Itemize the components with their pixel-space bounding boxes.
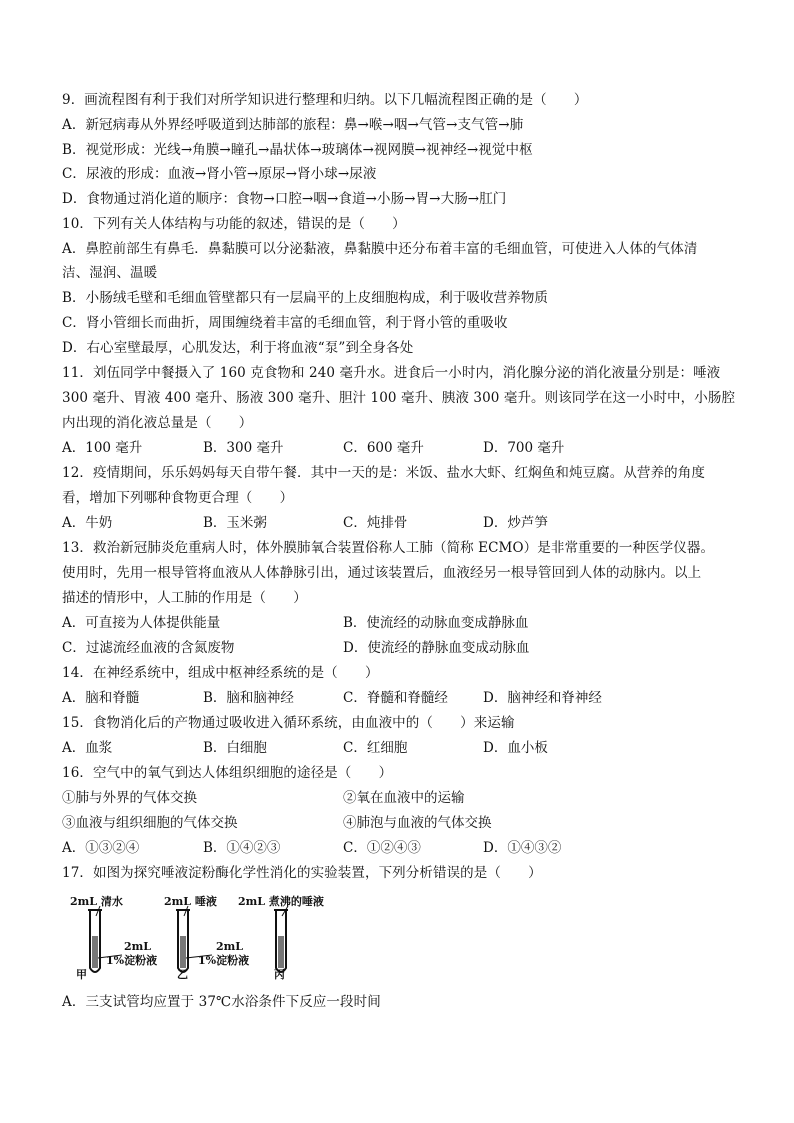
question-11-stem-2: 300 毫升、胃液 400 毫升、肠液 300 毫升、胆汁 100 毫升、胰液 300 毫升。则该同学在这一小时中，小肠腔 <box>62 390 736 406</box>
question-14-stem: 14．在神经系统中，组成中枢神经系统的是（ ） <box>62 665 379 681</box>
label-yi: 乙 <box>177 968 188 981</box>
question-12-option-a: A．牛奶 <box>62 515 113 531</box>
label-starch-2: 1%淀粉液 <box>198 954 250 967</box>
question-16-option-b: B．①④②③ <box>203 840 281 856</box>
question-9-stem: 9．画流程图有利于我们对所学知识进行整理和归纳。以下几幅流程图正确的是（ ） <box>62 92 588 108</box>
label-starch-1: 1%淀粉液 <box>106 954 158 967</box>
question-12-option-d: D．炒芦笋 <box>483 515 548 531</box>
label-tube-yi-content: 2mL 唾液 <box>164 895 217 908</box>
question-10-option-c: C．肾小管细长而曲折，周围缠绕着丰富的毛细血管，利于肾小管的重吸收 <box>62 315 508 331</box>
question-16-item-3: ③血液与组织细胞的气体交换 <box>62 815 238 831</box>
question-11-option-c: C．600 毫升 <box>343 440 424 456</box>
question-12-option-b: B．玉米粥 <box>203 515 267 531</box>
question-10-option-b: B．小肠绒毛壁和毛细血管壁都只有一层扁平的上皮细胞构成，利于吸收营养物质 <box>62 290 549 306</box>
label-tube-bing-content: 2mL 煮沸的唾液 <box>238 895 324 908</box>
question-16-stem: 16．空气中的氧气到达人体组织细胞的途径是（ ） <box>62 765 393 781</box>
question-15-option-a: A．血浆 <box>62 740 113 756</box>
question-15-option-d: D．血小板 <box>483 740 548 756</box>
question-10-option-a-cont: 洁、湿润、温暖 <box>62 265 158 281</box>
question-10-option-d: D．右心室壁最厚，心肌发达，利于将血液“泵”到全身各处 <box>62 340 414 356</box>
question-12-stem-2: 看，增加下列哪种食物更合理（ ） <box>62 490 294 506</box>
question-9-option-d: D．食物通过消化道的顺序：食物→口腔→咽→食道→小肠→胃→大肠→肛门 <box>62 191 507 207</box>
question-14-option-b: B．脑和脑神经 <box>203 690 294 706</box>
question-15-option-b: B．白细胞 <box>203 740 267 756</box>
question-9-option-b: B．视觉形成：光线→角膜→瞳孔→晶状体→玻璃体→视网膜→视神经→视觉中枢 <box>62 142 533 158</box>
question-10-option-a: A．鼻腔前部生有鼻毛．鼻黏膜可以分泌黏液，鼻黏膜中还分布着丰富的毛细血管，可使进入人体的气体清 <box>62 241 698 257</box>
question-15-stem: 15．食物消化后的产物通过吸收进入循环系统，由血液中的（ ）来运输 <box>62 715 515 731</box>
question-16-option-c: C．①②④③ <box>343 840 421 856</box>
question-12-stem-1: 12．疫情期间，乐乐妈妈每天自带午餐．其中一天的是：米饭、盐水大虾、红焖鱼和炖豆腐。从营养的角度 <box>62 465 705 481</box>
label-tube-jia-content: 2mL 清水 <box>70 895 123 908</box>
question-14-option-a: A．脑和脊髓 <box>62 690 140 706</box>
question-13-option-a: A．可直接为人体提供能量 <box>62 615 221 631</box>
question-16-item-4: ④肺泡与血液的气体交换 <box>343 815 492 831</box>
question-16-option-d: D．①④③② <box>483 840 562 856</box>
question-14-option-d: D．脑神经和脊神经 <box>483 690 602 706</box>
question-15-option-c: C．红细胞 <box>343 740 408 756</box>
question-11-option-d: D．700 毫升 <box>483 440 565 456</box>
question-12-option-c: C．炖排骨 <box>343 515 408 531</box>
question-13-stem-2: 使用时，先用一根导管将血液从人体静脉引出，通过该装置后，血液经另一根导管回到人体的动脉内。以上 <box>62 565 702 581</box>
question-16-option-a: A．①③②④ <box>62 840 140 856</box>
question-14-option-c: C．脊髓和脊髓经 <box>343 690 448 706</box>
question-16-item-2: ②氧在血液中的运输 <box>343 790 465 806</box>
test-tube-bing <box>274 910 288 972</box>
question-9-option-c: C．尿液的形成：血液→肾小管→原尿→肾小球→尿液 <box>62 166 377 182</box>
question-11-stem-3: 内出现的消化液总量是（ ） <box>62 415 253 431</box>
test-tube-yi <box>176 910 190 972</box>
label-volume-2: 2mL <box>216 940 244 953</box>
question-13-option-d: D．使流经的静脉血变成动脉血 <box>343 640 530 656</box>
label-jia: 甲 <box>76 968 87 981</box>
question-17-stem: 17．如图为探究唾液淀粉酶化学性消化的实验装置，下列分析错误的是（ ） <box>62 865 542 881</box>
label-volume-1: 2mL <box>124 940 152 953</box>
test-tube-experiment-figure <box>62 892 358 982</box>
question-11-option-b: B．300 毫升 <box>203 440 284 456</box>
question-11-stem-1: 11．刘伍同学中餐摄入了 160 克食物和 240 毫升水。进食后一小时内，消化腺分泌的消化液量分别是：唾液 <box>62 365 721 381</box>
question-9-option-a: A．新冠病毒从外界经呼吸道到达肺部的旅程：鼻→喉→咽→气管→支气管→肺 <box>62 117 524 133</box>
test-tube-jia <box>88 910 102 972</box>
question-13-stem-3: 描述的情形中，人工肺的作用是（ ） <box>62 590 307 606</box>
question-16-item-1: ①肺与外界的气体交换 <box>62 790 197 806</box>
question-13-stem-1: 13．救治新冠肺炎危重病人时，体外膜肺氧合装置俗称人工肺（简称 ECMO）是非常重要的一种医学仪器。 <box>62 540 715 556</box>
question-17-option-a: A．三支试管均应置于 37℃水浴条件下反应一段时间 <box>62 994 381 1010</box>
question-13-option-b: B．使流经的动脉血变成静脉血 <box>343 615 529 631</box>
question-10-stem: 10．下列有关人体结构与功能的叙述，错误的是（ ） <box>62 216 406 232</box>
question-11-option-a: A．100 毫升 <box>62 440 143 456</box>
label-bing: 丙 <box>274 968 285 981</box>
question-13-option-c: C．过滤流经血液的含氮废物 <box>62 640 235 656</box>
